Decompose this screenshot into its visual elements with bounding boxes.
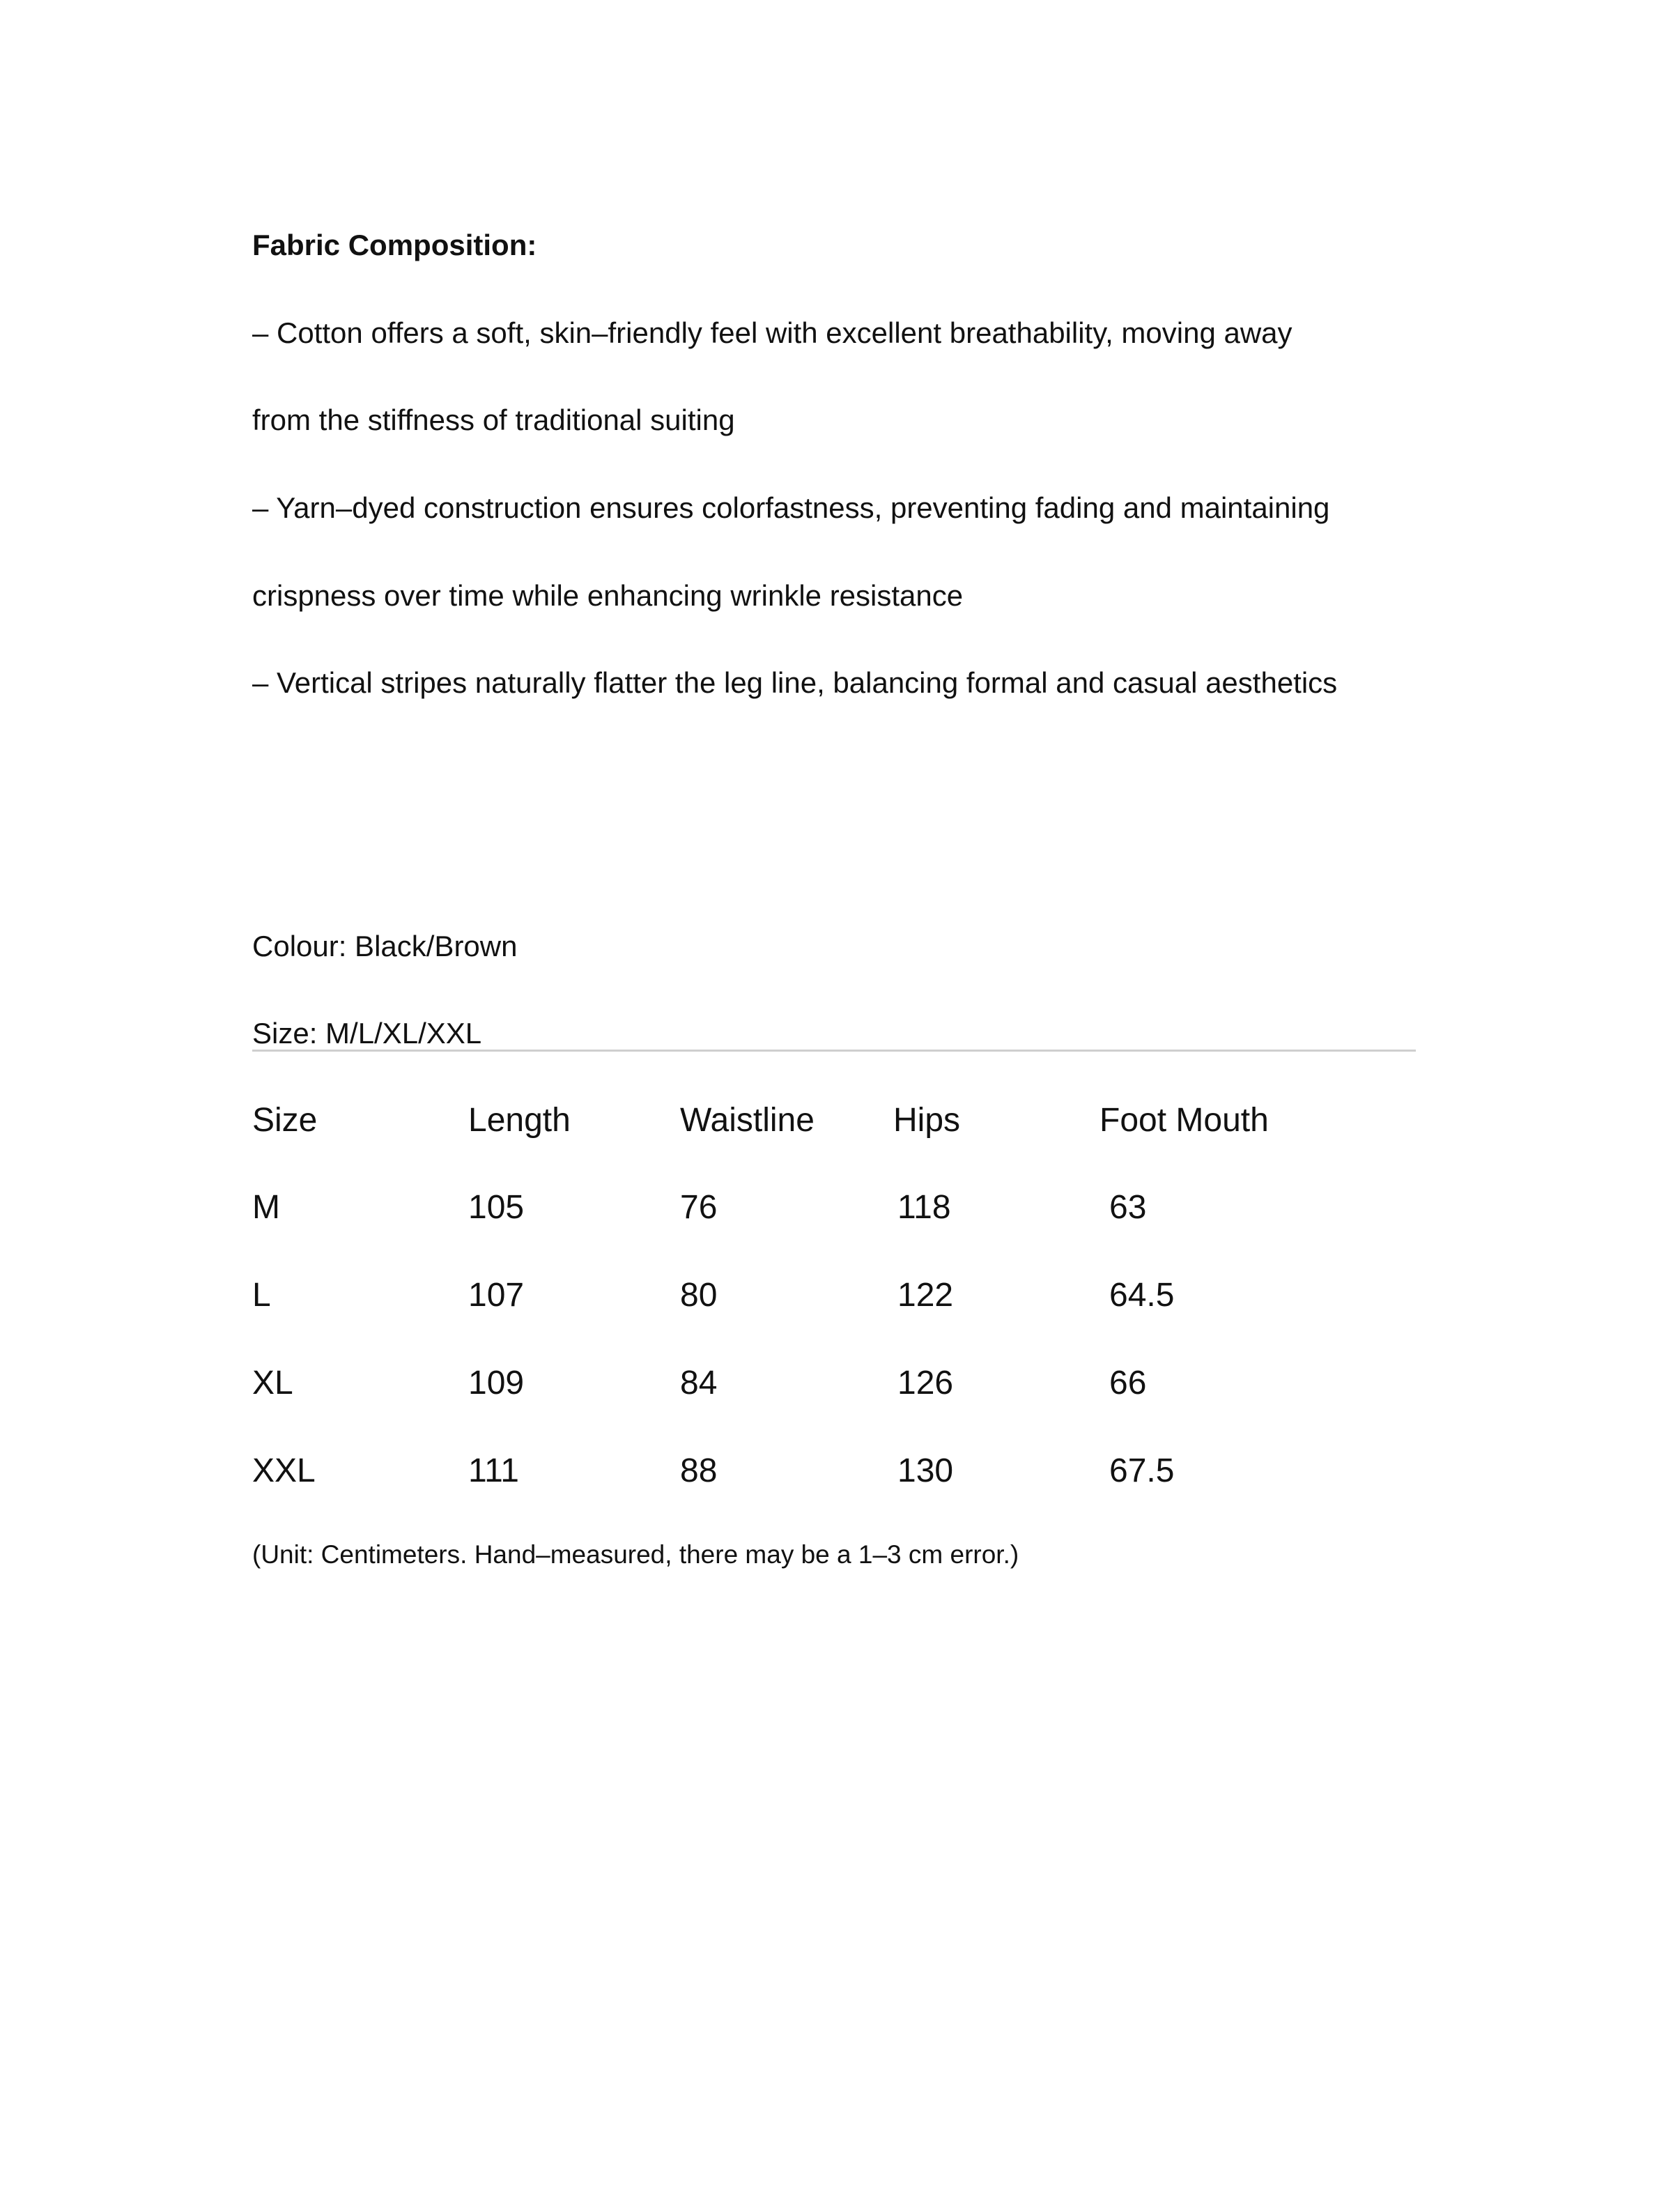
fabric-line-1: – Cotton offers a soft, skin–friendly feel with excellent breathability, moving away	[252, 316, 1293, 349]
table-cell: 67.5	[1109, 1452, 1175, 1489]
table-cell: 109	[468, 1365, 525, 1401]
colour-line: Colour: Black/Brown	[252, 930, 518, 962]
table-cell: 111	[468, 1452, 519, 1489]
table-header-cell: Size	[252, 1102, 318, 1139]
table-header-cell: Length	[468, 1102, 571, 1139]
fabric-line-2: from the stiffness of traditional suiting	[252, 404, 735, 436]
table-row	[0, 1187, 1659, 1229]
table-cell: 107	[468, 1277, 525, 1314]
table-cell: XL	[252, 1365, 293, 1401]
measurement-note: (Unit: Centimeters. Hand–measured, there may be a 1–3 cm error.)	[252, 1540, 1019, 1569]
table-cell: M	[252, 1189, 280, 1226]
table-cell: XXL	[252, 1452, 316, 1489]
fabric-line-4: crispness over time while enhancing wrinkle resistance	[252, 579, 964, 612]
table-cell: 118	[897, 1189, 951, 1226]
size-line: Size: M/L/XL/XXL	[252, 1017, 482, 1050]
table-cell: 126	[897, 1365, 954, 1401]
table-row	[0, 1450, 1659, 1492]
table-cell: 84	[680, 1365, 718, 1401]
table-cell: 76	[680, 1189, 718, 1226]
table-cell: 105	[468, 1189, 525, 1226]
table-cell: L	[252, 1277, 271, 1314]
table-cell: 88	[680, 1452, 718, 1489]
fabric-line-3: – Yarn–dyed construction ensures colorfastness, preventing fading and maintaining	[252, 491, 1330, 524]
table-cell: 66	[1109, 1365, 1147, 1401]
fabric-heading: Fabric Composition:	[252, 229, 537, 261]
table-cell: 130	[897, 1452, 954, 1489]
table-header-cell: Hips	[893, 1102, 961, 1139]
table-cell: 80	[680, 1277, 718, 1314]
table-cell: 122	[897, 1277, 954, 1314]
table-row	[0, 1362, 1659, 1404]
table-row	[0, 1275, 1659, 1316]
fabric-line-5: – Vertical stripes naturally flatter the leg line, balancing formal and casual aesthetics	[252, 666, 1338, 699]
divider	[252, 1050, 1416, 1052]
table-cell: 64.5	[1109, 1277, 1175, 1314]
table-header-cell: Waistline	[680, 1102, 815, 1139]
table-header-row	[0, 1100, 1659, 1142]
table-header-cell: Foot Mouth	[1099, 1102, 1269, 1139]
table-cell: 63	[1109, 1189, 1147, 1226]
